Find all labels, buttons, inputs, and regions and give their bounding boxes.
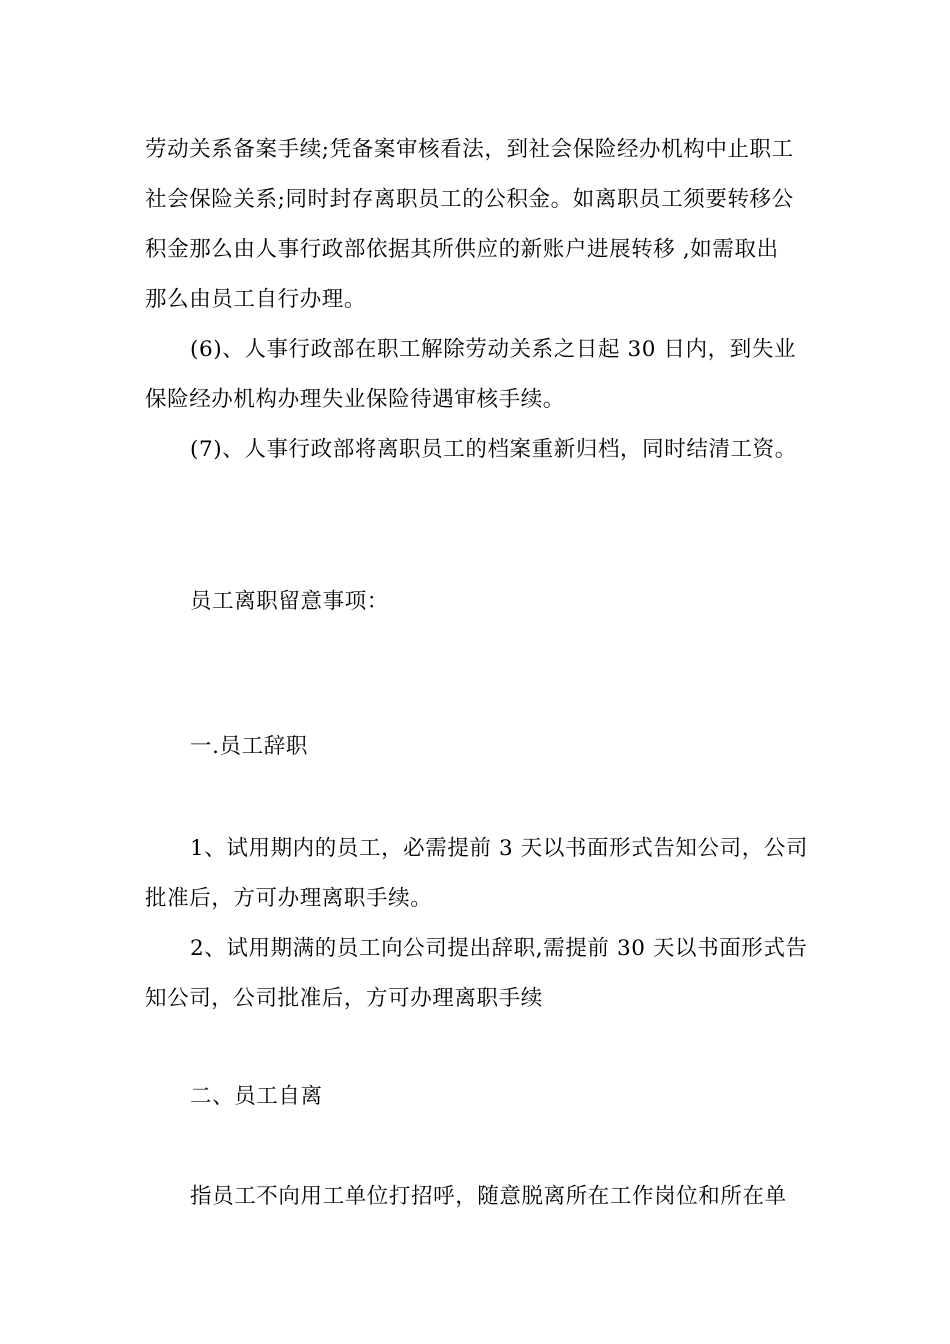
section-1-item-1-line-2: 批准后，方可办理离职手续。: [145, 886, 433, 911]
paragraph-3-line-1: (7)、人事行政部将离职员工的档案重新归档，同时结清工资。: [190, 437, 797, 462]
paragraph-2-line-2: 保险经办机构办理失业保险待遇审核手续。: [145, 387, 565, 412]
paragraph-1-line-2: 社会保险关系;同时封存离职员工的公积金。如离职员工须要转移公: [145, 187, 794, 212]
paragraph-1-line-4: 那么由员工自行办理。: [145, 287, 367, 312]
section-2-paragraph-line-1: 指员工不向用工单位打招呼，随意脱离所在工作岗位和所在单: [190, 1184, 787, 1209]
paragraph-2-line-1: (6)、人事行政部在职工解除劳动关系之日起 30 日内，到失业: [190, 337, 797, 362]
section-1-item-1-line-1: 1、试用期内的员工，必需提前 3 天以书面形式告知公司，公司: [190, 836, 809, 861]
notes-heading: 员工离职留意事项：: [190, 589, 389, 614]
section-1-item-2-line-2: 知公司，公司批准后，方可办理离职手续: [145, 986, 543, 1011]
paragraph-1-line-1: 劳动关系备案手续;凭备案审核看法，到社会保险经办机构中止职工: [145, 137, 794, 162]
paragraph-1-line-3: 积金那么由人事行政部依据其所供应的新账户进展转移 ,如需取出: [145, 237, 779, 262]
section-1-heading: 一.员工辞职: [190, 734, 308, 759]
section-1-item-2-line-1: 2、试用期满的员工向公司提出辞职,需提前 30 天以书面形式告: [190, 936, 808, 961]
section-2-heading: 二、员工自离: [190, 1084, 323, 1109]
